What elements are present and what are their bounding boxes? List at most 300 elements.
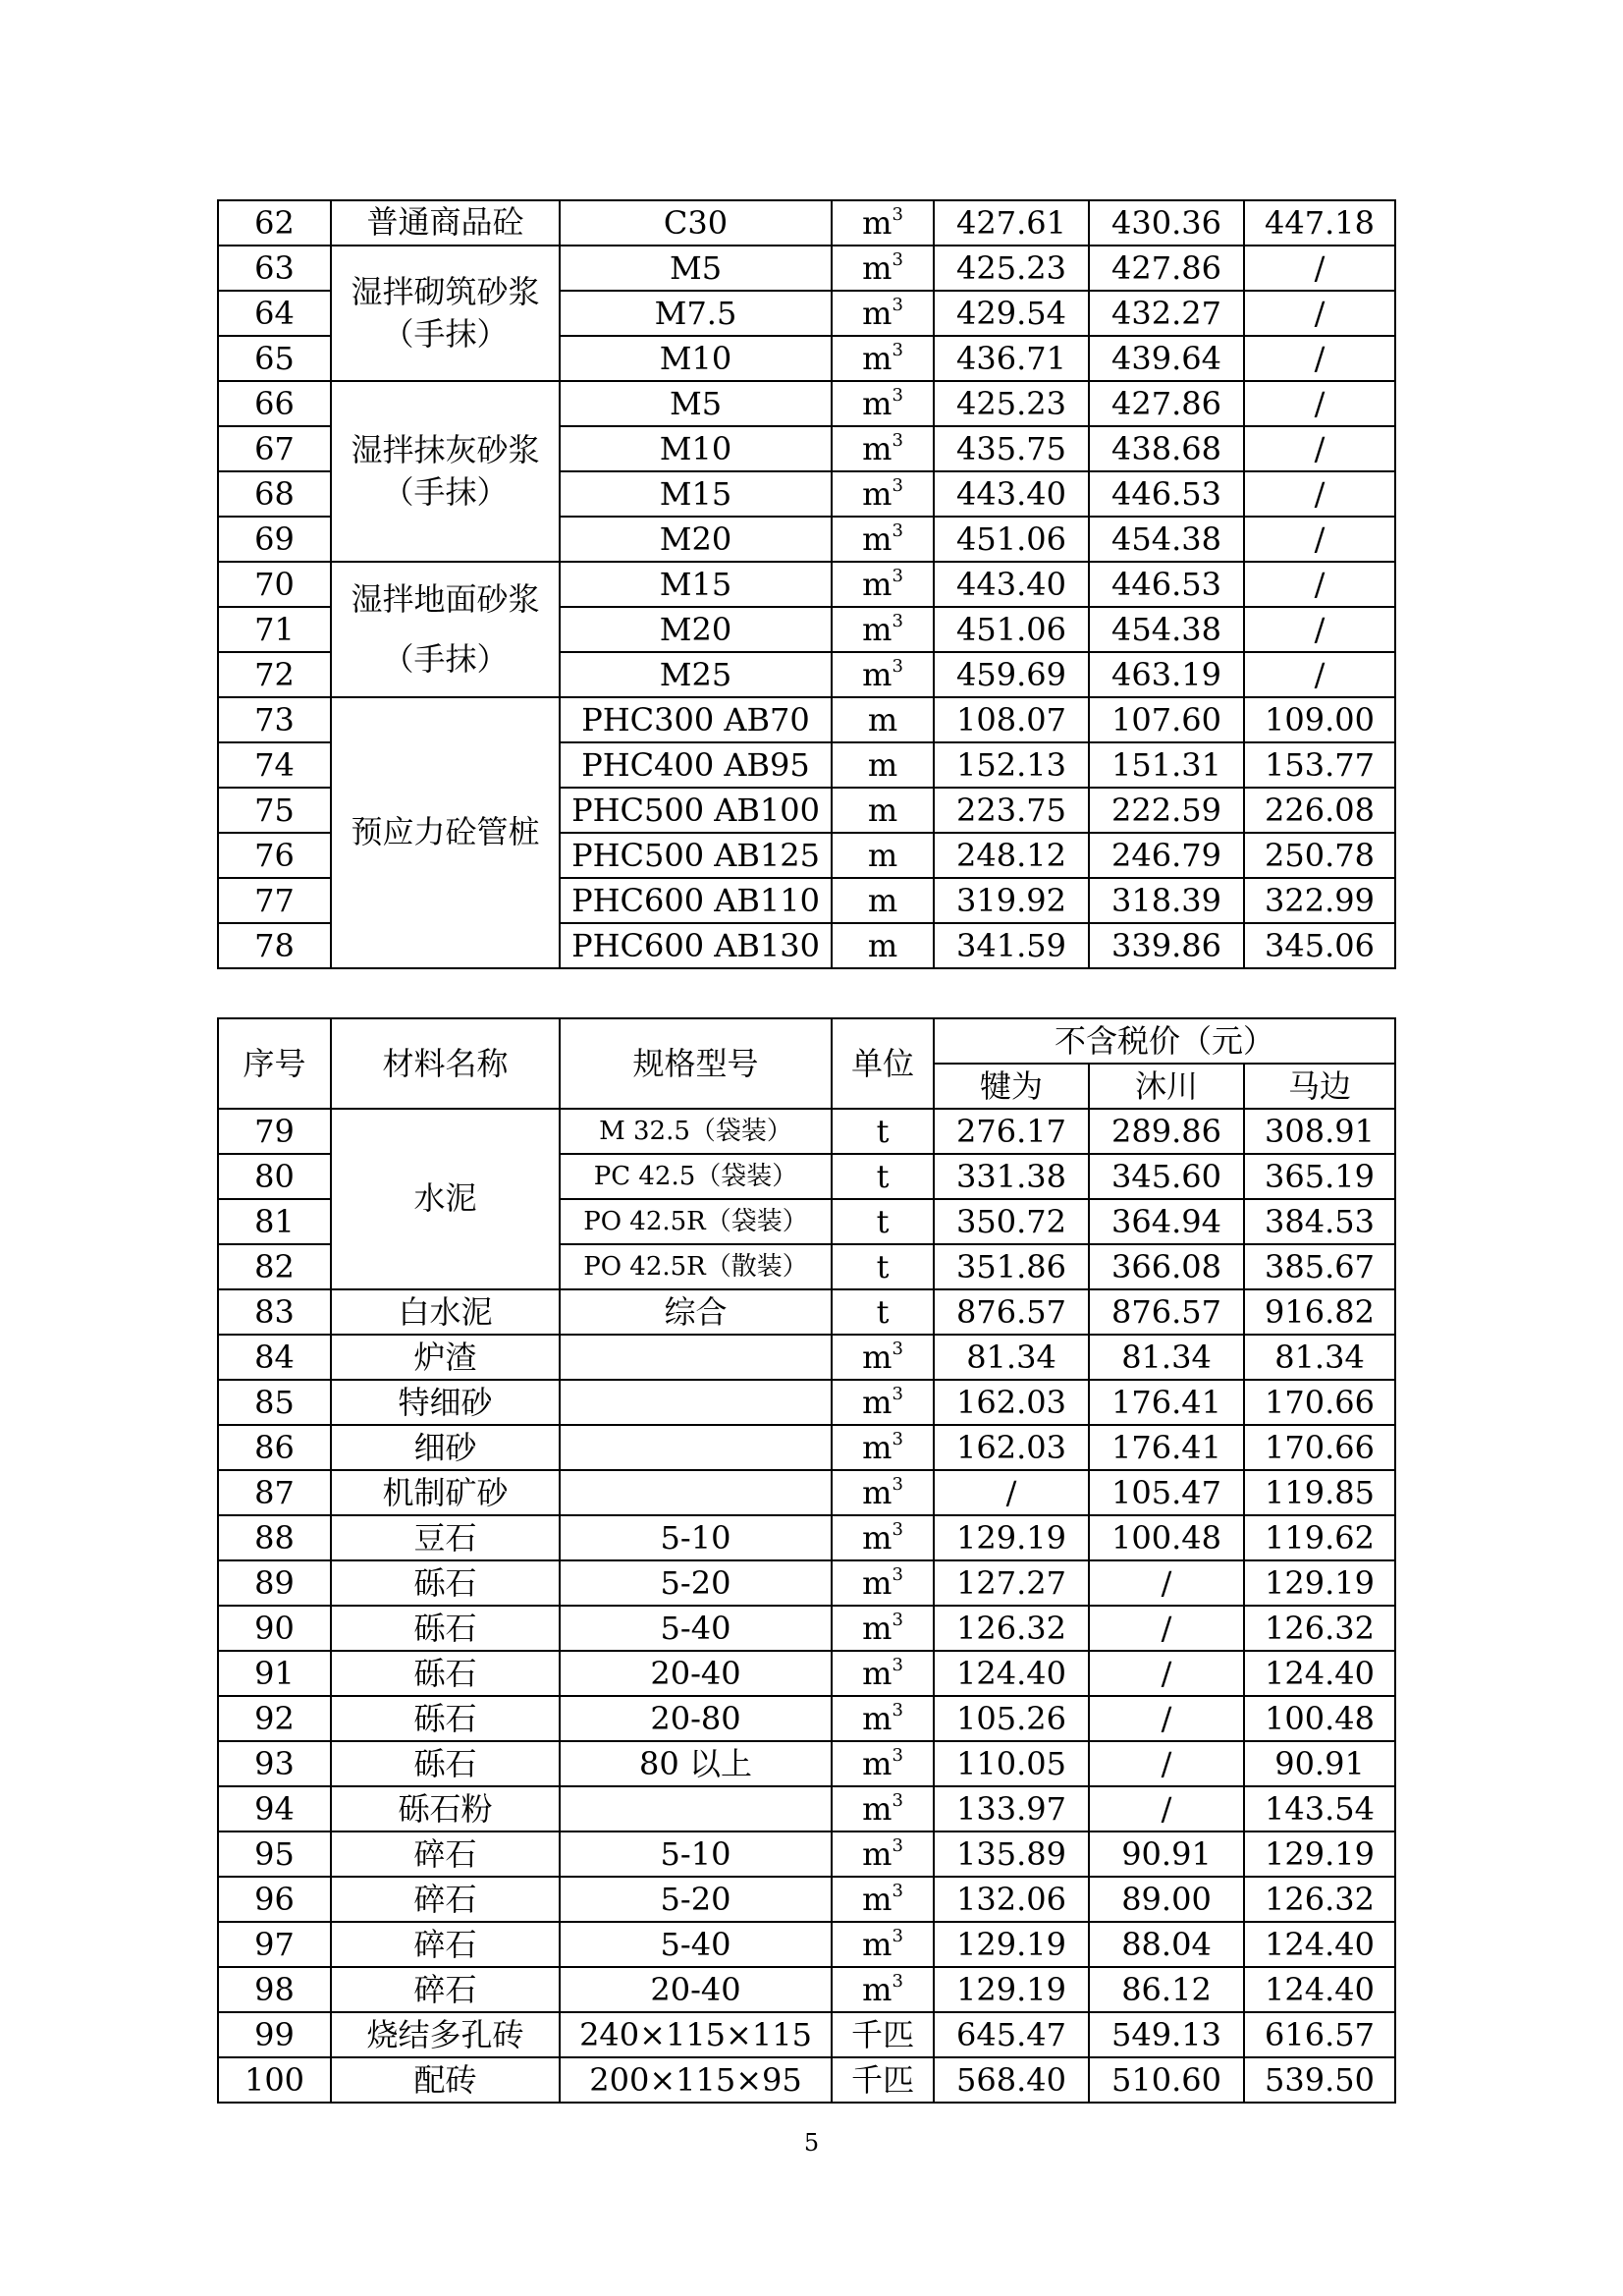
unit-text: m [862, 566, 893, 603]
price-region-1: 351.86 [934, 1244, 1089, 1289]
unit-text: m [862, 1700, 893, 1737]
price-region-1: 124.40 [934, 1651, 1089, 1696]
price-region-2: 107.60 [1089, 697, 1244, 742]
spec-cell: 20-80 [560, 1696, 832, 1741]
price-region-3: 250.78 [1244, 833, 1395, 878]
price-region-1: 443.40 [934, 471, 1089, 517]
material-name: 砾石 [331, 1560, 560, 1606]
header-region-1: 犍为 [934, 1064, 1089, 1109]
unit-exponent: 3 [892, 1610, 903, 1630]
row-number: 81 [218, 1199, 331, 1244]
price-region-2: 246.79 [1089, 833, 1244, 878]
price-region-3: / [1244, 426, 1395, 471]
price-region-2: / [1089, 1606, 1244, 1651]
unit-cell [832, 1244, 934, 1289]
material-name: 豆石 [331, 1515, 560, 1560]
spec-cell: M20 [560, 607, 832, 652]
material-floor-mortar-line: （手抹） [382, 640, 509, 678]
material-plaster-mortar [331, 381, 560, 562]
row-number: 78 [218, 923, 331, 968]
unit-cell [832, 697, 934, 742]
unit-exponent: 3 [892, 520, 903, 541]
price-table-2 [217, 1017, 1396, 2104]
price-region-1: 129.19 [934, 1922, 1089, 1967]
unit-exponent: 3 [892, 1655, 903, 1675]
price-region-2: 176.41 [1089, 1380, 1244, 1425]
unit-exponent: 3 [892, 1474, 903, 1495]
unit-text: m [862, 340, 893, 377]
spec-cell: M15 [560, 562, 832, 607]
price-region-1: 135.89 [934, 1831, 1089, 1877]
price-region-1: 248.12 [934, 833, 1089, 878]
table-row [218, 1380, 1395, 1425]
unit-cell [832, 652, 934, 697]
row-number: 97 [218, 1922, 331, 1967]
material-floor-mortar-line: 湿拌地面砂浆 [351, 579, 540, 618]
price-region-1: 429.54 [934, 291, 1089, 336]
unit-text: m [862, 1926, 893, 1963]
unit-cell [832, 517, 934, 562]
price-region-1: 443.40 [934, 562, 1089, 607]
spec-cell: M15 [560, 471, 832, 517]
price-region-3: 119.85 [1244, 1470, 1395, 1515]
unit-cell [832, 2012, 934, 2057]
price-region-3: 170.66 [1244, 1380, 1395, 1425]
unit-exponent: 3 [892, 1790, 903, 1811]
spec-cell: PHC500 AB125 [560, 833, 832, 878]
price-region-3: 153.77 [1244, 742, 1395, 788]
row-number: 84 [218, 1335, 331, 1380]
table-row [218, 1470, 1395, 1515]
unit-cell [832, 471, 934, 517]
price-region-2: 345.60 [1089, 1154, 1244, 1199]
price-region-2: 151.31 [1089, 742, 1244, 788]
unit-cell [832, 1696, 934, 1741]
price-region-2: 876.57 [1089, 1289, 1244, 1335]
row-number: 67 [218, 426, 331, 471]
table-row [218, 1831, 1395, 1877]
unit-text: m [862, 1655, 893, 1692]
material-concrete-line: 普通商品砼 [366, 203, 524, 242]
price-region-1: 350.72 [934, 1199, 1089, 1244]
price-region-1: 127.27 [934, 1560, 1089, 1606]
price-region-3: 539.50 [1244, 2057, 1395, 2103]
price-region-1: 435.75 [934, 426, 1089, 471]
unit-cell [832, 1560, 934, 1606]
price-region-2: 463.19 [1089, 652, 1244, 697]
spec-cell: PHC600 AB110 [560, 878, 832, 923]
spec-cell: PHC400 AB95 [560, 742, 832, 788]
price-region-2: / [1089, 1651, 1244, 1696]
spec-cell: 200×115×95 [560, 2057, 832, 2103]
unit-exponent: 3 [892, 1384, 903, 1404]
spec-cell: PHC500 AB100 [560, 788, 832, 833]
row-number: 91 [218, 1651, 331, 1696]
price-region-3: 129.19 [1244, 1831, 1395, 1877]
price-region-2: 438.68 [1089, 426, 1244, 471]
unit-exponent: 3 [892, 611, 903, 631]
price-region-1: 223.75 [934, 788, 1089, 833]
price-region-1: 451.06 [934, 607, 1089, 652]
material-floor-mortar [331, 562, 560, 697]
price-region-1: 425.23 [934, 381, 1089, 426]
price-region-1: 162.03 [934, 1380, 1089, 1425]
material-name: 炉渣 [331, 1335, 560, 1380]
unit-cell [832, 788, 934, 833]
header-spec: 规格型号 [560, 1018, 832, 1109]
unit-text: t [876, 1158, 890, 1195]
price-region-2: 430.36 [1089, 200, 1244, 246]
table-row [218, 1335, 1395, 1380]
header-price: 不含税价（元） [934, 1018, 1395, 1064]
table-row [218, 1515, 1395, 1560]
unit-cell [832, 1154, 934, 1199]
material-name: 砾石 [331, 1741, 560, 1786]
price-region-1: 319.92 [934, 878, 1089, 923]
price-table-2-body [218, 1018, 1395, 2103]
price-region-2: 427.86 [1089, 381, 1244, 426]
price-region-3: / [1244, 471, 1395, 517]
unit-cell [832, 1515, 934, 1560]
material-masonry-mortar-line: （手抹） [382, 315, 509, 353]
material-plaster-mortar-line: （手抹） [382, 473, 509, 511]
price-region-2: 454.38 [1089, 517, 1244, 562]
unit-cell [832, 1470, 934, 1515]
table-row [218, 1741, 1395, 1786]
price-region-3: 226.08 [1244, 788, 1395, 833]
table-row [218, 200, 1395, 246]
price-table-1-body [218, 200, 1395, 968]
unit-text: m [862, 520, 893, 558]
table-row [218, 1967, 1395, 2012]
material-name: 特细砂 [331, 1380, 560, 1425]
unit-text: t [876, 1248, 890, 1285]
unit-exponent: 3 [892, 1881, 903, 1901]
unit-text: t [876, 1113, 890, 1150]
spec-cell: M 32.5（袋装） [560, 1109, 832, 1154]
row-number: 85 [218, 1380, 331, 1425]
unit-text: m [867, 927, 898, 964]
spec-cell: 5-40 [560, 1922, 832, 1967]
spec-cell: PO 42.5R（袋装） [560, 1199, 832, 1244]
unit-exponent: 3 [892, 295, 903, 315]
price-region-2: 90.91 [1089, 1831, 1244, 1877]
spec-cell: M25 [560, 652, 832, 697]
unit-cell [832, 1380, 934, 1425]
price-region-2: 100.48 [1089, 1515, 1244, 1560]
table-row [218, 1425, 1395, 1470]
unit-cell [832, 878, 934, 923]
price-region-2: 89.00 [1089, 1877, 1244, 1922]
row-number: 70 [218, 562, 331, 607]
price-region-3: / [1244, 652, 1395, 697]
unit-exponent: 3 [892, 385, 903, 406]
material-name: 烧结多孔砖 [331, 2012, 560, 2057]
unit-exponent: 3 [892, 1926, 903, 1946]
table-row [218, 1109, 1395, 1154]
row-number: 64 [218, 291, 331, 336]
table-row [218, 1651, 1395, 1696]
spec-cell: 20-40 [560, 1967, 832, 2012]
price-region-1: 276.17 [934, 1109, 1089, 1154]
price-region-2: / [1089, 1741, 1244, 1786]
price-region-2: 176.41 [1089, 1425, 1244, 1470]
material-masonry-mortar-line: 湿拌砌筑砂浆 [351, 272, 540, 310]
price-region-1: 162.03 [934, 1425, 1089, 1470]
unit-text: m [862, 249, 893, 287]
price-region-2: 427.86 [1089, 246, 1244, 291]
row-number: 99 [218, 2012, 331, 2057]
spec-cell: M20 [560, 517, 832, 562]
unit-cell [832, 1289, 934, 1335]
table-row [218, 1560, 1395, 1606]
spec-cell: 5-40 [560, 1606, 832, 1651]
material-name: 砾石 [331, 1651, 560, 1696]
table-row [218, 562, 1395, 607]
spec-cell: PHC300 AB70 [560, 697, 832, 742]
unit-text: m [862, 1339, 893, 1376]
unit-exponent: 3 [892, 656, 903, 677]
price-region-3: / [1244, 517, 1395, 562]
unit-text: m [862, 430, 893, 467]
unit-cell [832, 246, 934, 291]
unit-exponent: 3 [892, 1700, 903, 1721]
row-number: 77 [218, 878, 331, 923]
spec-cell: 5-10 [560, 1831, 832, 1877]
price-region-2: 86.12 [1089, 1967, 1244, 2012]
row-number: 80 [218, 1154, 331, 1199]
unit-text: m [862, 1429, 893, 1466]
material-name: 细砂 [331, 1425, 560, 1470]
table-row [218, 246, 1395, 291]
unit-text: m [862, 1790, 893, 1828]
price-region-2: 446.53 [1089, 471, 1244, 517]
spec-cell [560, 1470, 832, 1515]
spec-cell [560, 1335, 832, 1380]
material-phc-pile-line: 预应力砼管桩 [351, 813, 540, 851]
material-name: 配砖 [331, 2057, 560, 2103]
table-row [218, 1922, 1395, 1967]
spec-cell: 5-20 [560, 1877, 832, 1922]
header-row [218, 1018, 1395, 1064]
row-number: 63 [218, 246, 331, 291]
price-region-1: 459.69 [934, 652, 1089, 697]
material-name: 碎石 [331, 1922, 560, 1967]
unit-exponent: 3 [892, 1564, 903, 1585]
unit-cell [832, 426, 934, 471]
unit-text: m [862, 1835, 893, 1873]
price-region-1: 341.59 [934, 923, 1089, 968]
price-region-1: 108.07 [934, 697, 1089, 742]
material-plaster-mortar-line: 湿拌抹灰砂浆 [351, 430, 540, 468]
unit-exponent: 3 [892, 1429, 903, 1449]
spec-cell [560, 1380, 832, 1425]
material-concrete [331, 200, 560, 246]
price-region-1: 331.38 [934, 1154, 1089, 1199]
unit-text: m [862, 295, 893, 332]
spec-cell: PO 42.5R（散装） [560, 1244, 832, 1289]
price-region-3: 124.40 [1244, 1922, 1395, 1967]
unit-exponent: 3 [892, 249, 903, 270]
material-name: 砾石粉 [331, 1786, 560, 1831]
page-number: 5 [803, 2129, 820, 2157]
price-table-1 [217, 199, 1396, 969]
price-region-1: 132.06 [934, 1877, 1089, 1922]
unit-text: m [862, 611, 893, 648]
price-region-1: 129.19 [934, 1515, 1089, 1560]
row-number: 69 [218, 517, 331, 562]
spec-cell: M10 [560, 336, 832, 381]
price-region-3: 124.40 [1244, 1967, 1395, 2012]
unit-text: 千匹 [850, 2016, 914, 2053]
unit-text: 千匹 [850, 2061, 914, 2099]
row-number: 100 [218, 2057, 331, 2103]
price-region-3: / [1244, 562, 1395, 607]
unit-cell [832, 742, 934, 788]
unit-text: m [862, 204, 893, 242]
unit-cell [832, 1922, 934, 1967]
price-region-2: 432.27 [1089, 291, 1244, 336]
price-region-3: 385.67 [1244, 1244, 1395, 1289]
unit-exponent: 3 [892, 204, 903, 225]
price-region-1: 876.57 [934, 1289, 1089, 1335]
material-name: 碎石 [331, 1831, 560, 1877]
spec-cell: 20-40 [560, 1651, 832, 1696]
unit-exponent: 3 [892, 1971, 903, 1992]
price-region-3: 126.32 [1244, 1606, 1395, 1651]
unit-text: m [867, 837, 898, 874]
price-region-3: 345.06 [1244, 923, 1395, 968]
material-phc-pile [331, 697, 560, 968]
price-region-2: / [1089, 1786, 1244, 1831]
price-region-2: 549.13 [1089, 2012, 1244, 2057]
price-region-3: 322.99 [1244, 878, 1395, 923]
spec-cell: PHC600 AB130 [560, 923, 832, 968]
price-region-3: 916.82 [1244, 1289, 1395, 1335]
price-region-2: / [1089, 1560, 1244, 1606]
table-row [218, 2012, 1395, 2057]
row-number: 62 [218, 200, 331, 246]
unit-text: m [862, 1971, 893, 2008]
row-number: 93 [218, 1741, 331, 1786]
price-region-3: / [1244, 246, 1395, 291]
row-number: 89 [218, 1560, 331, 1606]
row-number: 75 [218, 788, 331, 833]
spec-cell: 综合 [560, 1289, 832, 1335]
table-row [218, 2057, 1395, 2103]
price-region-1: 110.05 [934, 1741, 1089, 1786]
header-name: 材料名称 [331, 1018, 560, 1109]
header-region-3: 马边 [1244, 1064, 1395, 1109]
row-number: 65 [218, 336, 331, 381]
price-region-3: / [1244, 291, 1395, 336]
spec-cell [560, 1786, 832, 1831]
unit-text: m [867, 746, 898, 784]
row-number: 86 [218, 1425, 331, 1470]
unit-text: m [862, 656, 893, 693]
table-row [218, 1606, 1395, 1651]
unit-cell [832, 1831, 934, 1877]
price-region-2: 105.47 [1089, 1470, 1244, 1515]
material-name: 机制矿砂 [331, 1470, 560, 1515]
unit-cell [832, 1335, 934, 1380]
unit-text: m [862, 475, 893, 513]
table-row [218, 1289, 1395, 1335]
price-region-1: 436.71 [934, 336, 1089, 381]
unit-cell [832, 1199, 934, 1244]
unit-cell [832, 1967, 934, 2012]
unit-cell [832, 923, 934, 968]
unit-cell [832, 200, 934, 246]
spec-cell [560, 1425, 832, 1470]
price-region-2: / [1089, 1696, 1244, 1741]
price-region-1: 425.23 [934, 246, 1089, 291]
price-region-3: 126.32 [1244, 1877, 1395, 1922]
table-row [218, 1696, 1395, 1741]
material-cement-line: 水泥 [413, 1179, 477, 1218]
price-region-2: 439.64 [1089, 336, 1244, 381]
price-region-2: 81.34 [1089, 1335, 1244, 1380]
unit-cell [832, 1425, 934, 1470]
price-region-1: 126.32 [934, 1606, 1089, 1651]
material-name: 砾石 [331, 1606, 560, 1651]
material-name: 砾石 [331, 1696, 560, 1741]
unit-cell [832, 1786, 934, 1831]
material-masonry-mortar [331, 246, 560, 381]
price-region-3: / [1244, 336, 1395, 381]
unit-exponent: 3 [892, 430, 903, 451]
table-row [218, 1877, 1395, 1922]
price-region-2: 510.60 [1089, 2057, 1244, 2103]
row-number: 94 [218, 1786, 331, 1831]
unit-exponent: 3 [892, 475, 903, 496]
spec-cell: M5 [560, 381, 832, 426]
price-region-3: 616.57 [1244, 2012, 1395, 2057]
material-name: 碎石 [331, 1967, 560, 2012]
price-region-2: 222.59 [1089, 788, 1244, 833]
price-region-1: 568.40 [934, 2057, 1089, 2103]
unit-cell [832, 2057, 934, 2103]
price-region-2: 88.04 [1089, 1922, 1244, 1967]
row-number: 92 [218, 1696, 331, 1741]
row-number: 82 [218, 1244, 331, 1289]
material-name: 碎石 [331, 1877, 560, 1922]
unit-text: m [862, 1384, 893, 1421]
header-region-2: 沐川 [1089, 1064, 1244, 1109]
unit-cell [832, 562, 934, 607]
unit-exponent: 3 [892, 340, 903, 360]
spec-cell: PC 42.5（袋装） [560, 1154, 832, 1199]
unit-text: m [867, 882, 898, 919]
row-number: 74 [218, 742, 331, 788]
price-region-1: 451.06 [934, 517, 1089, 562]
price-region-2: 366.08 [1089, 1244, 1244, 1289]
row-number: 68 [218, 471, 331, 517]
price-region-3: / [1244, 607, 1395, 652]
unit-cell [832, 607, 934, 652]
unit-text: m [862, 1745, 893, 1782]
price-region-2: 339.86 [1089, 923, 1244, 968]
row-number: 96 [218, 1877, 331, 1922]
price-region-2: 364.94 [1089, 1199, 1244, 1244]
unit-cell [832, 1877, 934, 1922]
table-row [218, 697, 1395, 742]
row-number: 88 [218, 1515, 331, 1560]
price-region-3: 447.18 [1244, 200, 1395, 246]
unit-cell [832, 291, 934, 336]
price-region-1: 427.61 [934, 200, 1089, 246]
unit-cell [832, 336, 934, 381]
